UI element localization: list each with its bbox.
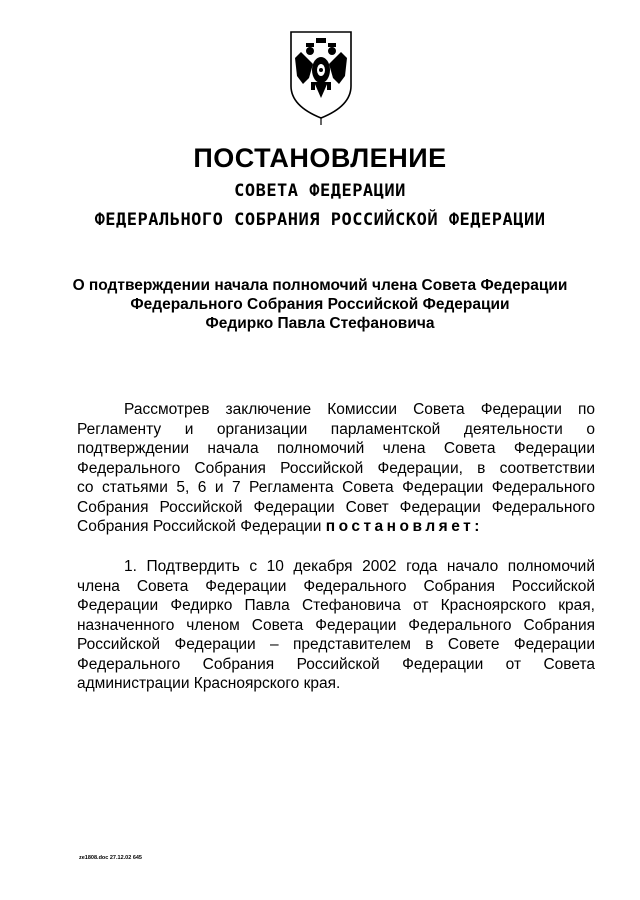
- paragraph-line: назначенного членом Совета Федерации Федерального Собрания: [77, 616, 595, 634]
- paragraph-line: со статьями 5, 6 и 7 Регламента Совета Федерации Федерального: [77, 479, 595, 496]
- subject-line: Федерального Собрания Российской Федерации: [130, 296, 510, 313]
- issuer-line-1: СОВЕТА ФЕДЕРАЦИИ: [234, 181, 406, 201]
- paragraph-line: [77, 517, 595, 537]
- paragraph-line: члена Совета Федерации Федерального Собрания Российской: [77, 577, 595, 595]
- file-reference-footer: ze1808.doc 27.12.02 645: [79, 855, 142, 861]
- paragraph-line: Российской Федерации – представителем в Совете Федерации: [77, 636, 595, 653]
- paragraph-line: Федерального Собрания Российской Федерации от Совета: [77, 655, 595, 673]
- preamble-paragraph: [77, 400, 595, 537]
- coat-of-arms-icon: [287, 28, 355, 126]
- paragraph-line: Федерации Федирко Павла Стефановича от Красноярского края,: [77, 597, 595, 614]
- paragraph-line: Собрания Российской Федерации Совет Федерации Федерального: [77, 498, 595, 516]
- document-title: ПОСТАНОВЛЕНИЕ: [193, 143, 447, 173]
- paragraph-line: подтверждении начала полномочий члена Совета Федерации: [77, 440, 595, 457]
- paragraph-line: 1. Подтвердить с 10 декабря 2002 года начало полномочий: [124, 558, 595, 575]
- paragraph-line: Рассмотрев заключение Комиссии Совета Федерации по: [124, 401, 595, 418]
- resolves-keyword: постановляет:: [325, 518, 483, 535]
- subject-line: Федирко Павла Стефановича: [205, 315, 435, 332]
- paragraph-line: Регламенту и организации парламентской деятельности о: [77, 420, 595, 438]
- paragraph-line: Федерального Собрания Российской Федерации, в соответствии: [77, 459, 595, 477]
- paragraph-line: администрации Красноярского края.: [77, 675, 341, 692]
- document-subject: [60, 276, 580, 333]
- subject-line: О подтверждении начала полномочий члена Совета Федерации: [72, 277, 568, 294]
- resolution-paragraph: [77, 557, 595, 694]
- issuer-line-2: ФЕДЕРАЛЬНОГО СОБРАНИЯ РОССИЙСКОЙ ФЕДЕРАЦИИ: [94, 210, 546, 230]
- paragraph-line-text: Собрания Российской Федерации: [77, 518, 326, 535]
